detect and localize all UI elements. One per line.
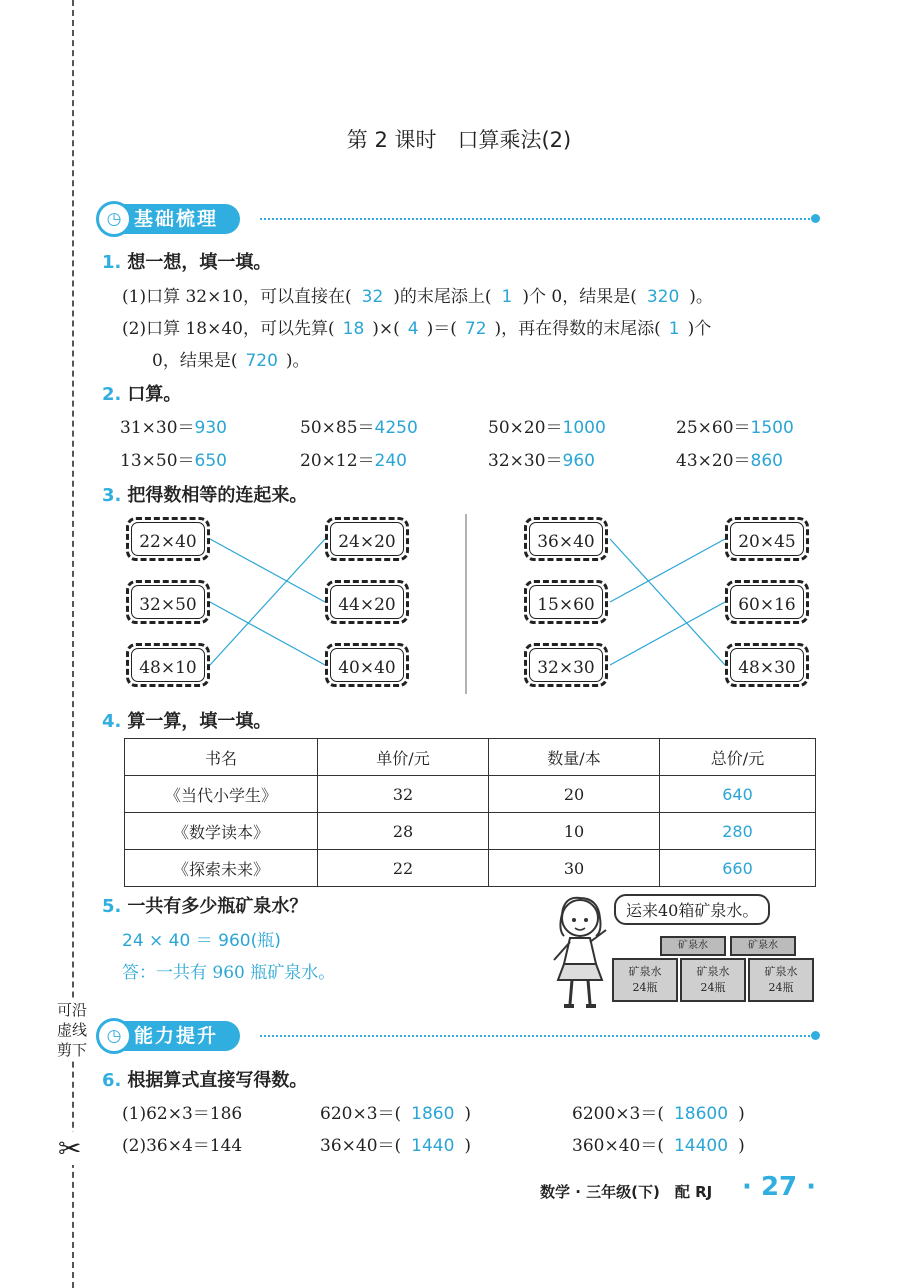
column-header: 数量/本 <box>489 739 660 776</box>
match-box-left-b[interactable]: 40×40 <box>325 643 409 687</box>
q4-number: 4. <box>102 711 122 732</box>
q5-calculation: 24 × 40 ＝ 960(瓶) <box>122 931 281 951</box>
match-box-right-a[interactable]: 15×60 <box>524 580 608 624</box>
answer: 4 <box>407 319 419 339</box>
q2-item: 50×85＝4250 <box>300 418 418 438</box>
q6-item: (1)62×3＝186 <box>122 1104 243 1124</box>
match-box-right-a[interactable]: 36×40 <box>524 517 608 561</box>
q6-number: 6. <box>102 1070 122 1091</box>
scissors-icon: ✂ <box>58 1132 82 1165</box>
table-row: 《当代小学生》 32 20 640 <box>125 776 816 813</box>
page-number: · 27 · <box>742 1172 817 1202</box>
q1-number: 1. <box>102 252 122 273</box>
answer: 18 <box>342 319 365 339</box>
q2-item: 32×30＝960 <box>488 451 595 471</box>
q2-item: 31×30＝930 <box>120 418 227 438</box>
match-box-right-b[interactable]: 48×30 <box>725 643 809 687</box>
banner-divider <box>260 1035 810 1037</box>
book-price-table <box>124 738 816 887</box>
q3-number: 3. <box>102 485 122 506</box>
q5-answer: 答：一共有 960 瓶矿泉水。 <box>122 963 336 983</box>
q5-heading <box>102 892 307 918</box>
answer: 1 <box>501 287 513 307</box>
q2-item: 13×50＝650 <box>120 451 227 471</box>
match-box-left-a[interactable]: 22×40 <box>126 517 210 561</box>
section-banner-ability <box>100 1021 820 1051</box>
q2-title: 口算。 <box>127 384 182 405</box>
q1-line2: (2)口算 18×40，可以先算( 18 )×( 4 )＝( 72 )，再在得数的末尾添( 1 )个 <box>122 319 712 339</box>
banner-label: 能力提升 <box>100 1021 240 1051</box>
lesson-title: 第 2 课时 口算乘法(2) <box>346 128 572 152</box>
answer: 72 <box>464 319 487 339</box>
match-box-right-a[interactable]: 32×30 <box>524 643 608 687</box>
q4-title: 算一算，填一填。 <box>127 711 272 732</box>
table-row: 《探索未来》 22 30 660 <box>125 850 816 887</box>
q5-number: 5. <box>102 896 122 917</box>
crate-back: 矿泉水 <box>660 936 726 956</box>
q2-number: 2. <box>102 384 122 405</box>
q3-title: 把得数相等的连起来。 <box>127 485 308 506</box>
q6-item: 36×40＝( 1440 ) <box>320 1136 472 1156</box>
q2-item: 25×60＝1500 <box>676 418 794 438</box>
speech-bubble: 运来40箱矿泉水。 <box>614 894 770 925</box>
q6-item: (2)36×4＝144 <box>122 1136 243 1156</box>
girl-illustration <box>540 890 620 1015</box>
q1-line3: 0，结果是( 720 )。 <box>152 351 310 371</box>
answer: 1 <box>668 319 680 339</box>
q1-line1: (1)口算 32×10，可以直接在( 32 )的末尾添上( 1 )个 0，结果是( 320 )。 <box>122 287 713 307</box>
q5-title: 一共有多少瓶矿泉水？ <box>127 896 308 917</box>
match-box-left-b[interactable]: 24×20 <box>325 517 409 561</box>
q2-item: 50×20＝1000 <box>488 418 606 438</box>
q6-item: 360×40＝( 14400 ) <box>572 1136 745 1156</box>
banner-dot <box>811 1031 820 1040</box>
water-crate: 矿泉水 24瓶 <box>748 958 814 1002</box>
match-box-left-a[interactable]: 48×10 <box>126 643 210 687</box>
banner-label: 基础梳理 <box>100 204 240 234</box>
table-row: 《数学读本》 28 10 280 <box>125 813 816 850</box>
match-box-left-b[interactable]: 44×20 <box>325 580 409 624</box>
q2-item: 20×12＝240 <box>300 451 407 471</box>
q6-item: 620×3＝( 1860 ) <box>320 1104 472 1124</box>
clock-icon: ◷ <box>96 201 132 237</box>
table-header-row <box>125 739 816 776</box>
match-box-right-b[interactable]: 60×16 <box>725 580 809 624</box>
water-crate: 矿泉水 24瓶 <box>612 958 678 1002</box>
cut-hint: 可沿虚线剪下 <box>57 1001 88 1059</box>
q6-item: 6200×3＝( 18600 ) <box>572 1104 745 1124</box>
column-header: 单价/元 <box>318 739 489 776</box>
q6-heading <box>102 1066 307 1092</box>
water-crate: 矿泉水 24瓶 <box>680 958 746 1002</box>
answer: 320 <box>646 287 680 307</box>
answer: 720 <box>245 351 278 371</box>
footer-subject: 数学 · 三年级(下) 配 RJ <box>540 1183 713 1201</box>
match-box-left-a[interactable]: 32×50 <box>126 580 210 624</box>
column-header: 书名 <box>125 739 318 776</box>
q4-heading <box>102 707 271 733</box>
column-header: 总价/元 <box>660 739 816 776</box>
crate-back: 矿泉水 <box>730 936 796 956</box>
clock-icon: ◷ <box>96 1018 132 1054</box>
q6-title: 根据算式直接写得数。 <box>127 1070 308 1091</box>
q1-title: 想一想，填一填。 <box>127 252 272 273</box>
q2-item: 43×20＝860 <box>676 451 783 471</box>
answer: 32 <box>361 287 384 307</box>
match-box-right-b[interactable]: 20×45 <box>725 517 809 561</box>
